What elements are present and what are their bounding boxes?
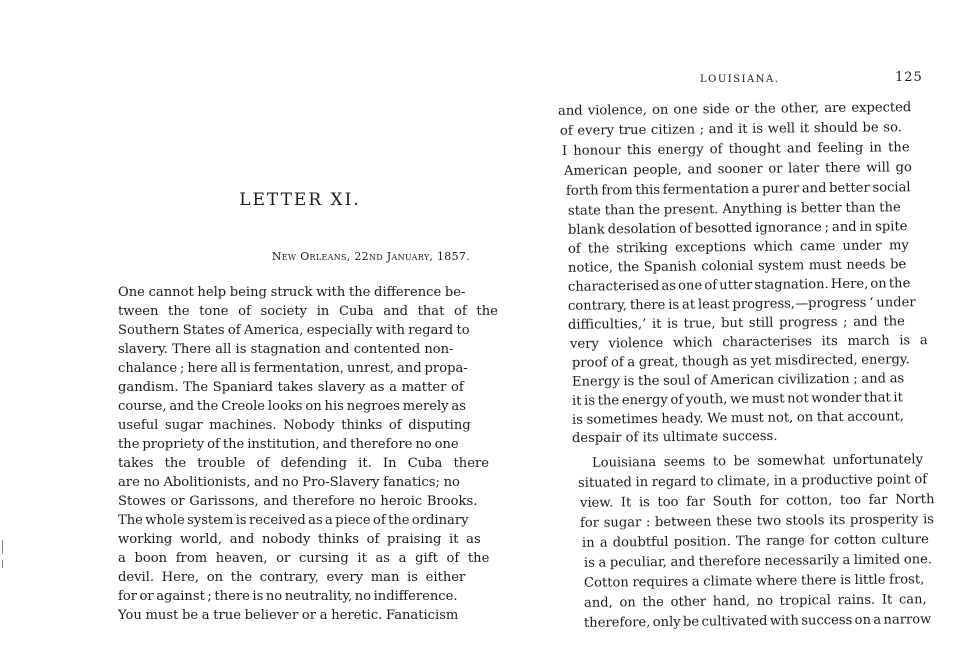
text-line: state than the present. Anything is better than the [567, 200, 901, 219]
text-line: characterised as one of utter stagnation. Here, on the [567, 276, 911, 295]
text-line: Southern States of America, especially with regard to [118, 323, 470, 338]
margin-mark [2, 560, 3, 568]
text-line: is a peculiar, and therefore necessarily a limited one. [583, 552, 933, 571]
text-line: gandism. The Spaniard takes slavery as a matter of [118, 380, 464, 395]
text-line: Louisiana seems to be somewhat unfortunately [591, 452, 924, 471]
text-line: Stowes or Garissons, and therefore no heroic Brooks. [118, 494, 478, 509]
text-line: chalance ; here all is fermentation, unrest, and propa- [118, 361, 468, 376]
text-line: in a doubtful position. The range for cotton culture [581, 532, 929, 551]
text-line: very violence which characterises its march is a [569, 333, 928, 352]
text-line: devil. Here, on the contrary, every man is either [118, 570, 466, 585]
text-line: for or against ; there is no neutrality, no indifference. [118, 589, 458, 604]
text-line: One cannot help being struck with the difference be- [118, 285, 466, 300]
text-line: working world, and nobody thinks of praising it as [118, 532, 481, 547]
text-line: useful sugar machines. Nobody thinks of disputing [118, 418, 471, 433]
text-line: difficulties,’ it is true, but still progress ; and the [567, 314, 905, 333]
running-head: LOUISIANA. [700, 74, 780, 85]
text-line: course, and the Creole looks on his negroes merely as [118, 399, 466, 414]
text-line: situated in regard to climate, in a productive point of [577, 472, 928, 491]
text-line: forth from this fermentation a purer and better social [565, 180, 911, 199]
text-line: Energy is the soul of American civilization ; and as [571, 371, 905, 390]
text-line: proof of a great, though as yet misdirected, energy. [571, 352, 910, 371]
text-line: The whole system is received as a piece of the ordinary [118, 513, 469, 528]
text-line: are no Abolitionists, and no Pro-Slavery fanatics; no [118, 475, 460, 490]
text-line: it is the energy of youth, we must not wonder that it [571, 390, 903, 409]
text-line: slavery. There all is stagnation and contented non- [118, 342, 454, 357]
text-line: tween the tone of society in Cuba and that of the [118, 304, 498, 319]
text-line: I honour this energy of thought and feeling in the [561, 140, 910, 159]
letter-title: LETTER XI. [239, 190, 361, 210]
text-line: contrary, there is at least progress,—progress ‘ under [567, 295, 916, 314]
text-line: therefore, only be cultivated with success on a narrow [583, 612, 932, 631]
text-line: and violence, on one side or the other, are expected [557, 100, 912, 119]
text-line: despair of its ultimate success. [571, 428, 778, 447]
text-line: You must be a true believer or a heretic. Fanaticism [118, 608, 459, 623]
right-page [520, 0, 980, 668]
text-line: the propriety of the institution, and therefore no one [118, 437, 459, 452]
text-line: of every true citizen ; and it is well it should be so. [559, 120, 902, 139]
text-line: for sugar : between these two stools its prosperity is [579, 512, 935, 531]
text-line: view. It is too far South for cotton, too far North [579, 492, 935, 511]
page-number: 125 [895, 70, 923, 85]
text-line: notice, the Spanish colonial system must needs be [567, 257, 907, 276]
text-line: blank desolation of besotted ignorance ; and in spite [567, 219, 908, 238]
margin-mark [2, 540, 3, 554]
text-line: American people, and sooner or later there will go [563, 160, 912, 179]
text-line: of the striking exceptions which came under my [567, 238, 909, 257]
text-line: and, on the other hand, no tropical rains. It can, [583, 592, 927, 611]
text-line: a boon from heaven, or cursing it as a gift of the [118, 551, 490, 566]
dateline: New Orleans, 22nd January, 1857. [271, 250, 470, 263]
text-line: Cotton requires a climate where there is little frost, [583, 572, 925, 591]
text-line: is sometimes heady. We must not, on that account, [571, 409, 905, 428]
text-line: takes the trouble of defending it. In Cuba there [118, 456, 489, 471]
